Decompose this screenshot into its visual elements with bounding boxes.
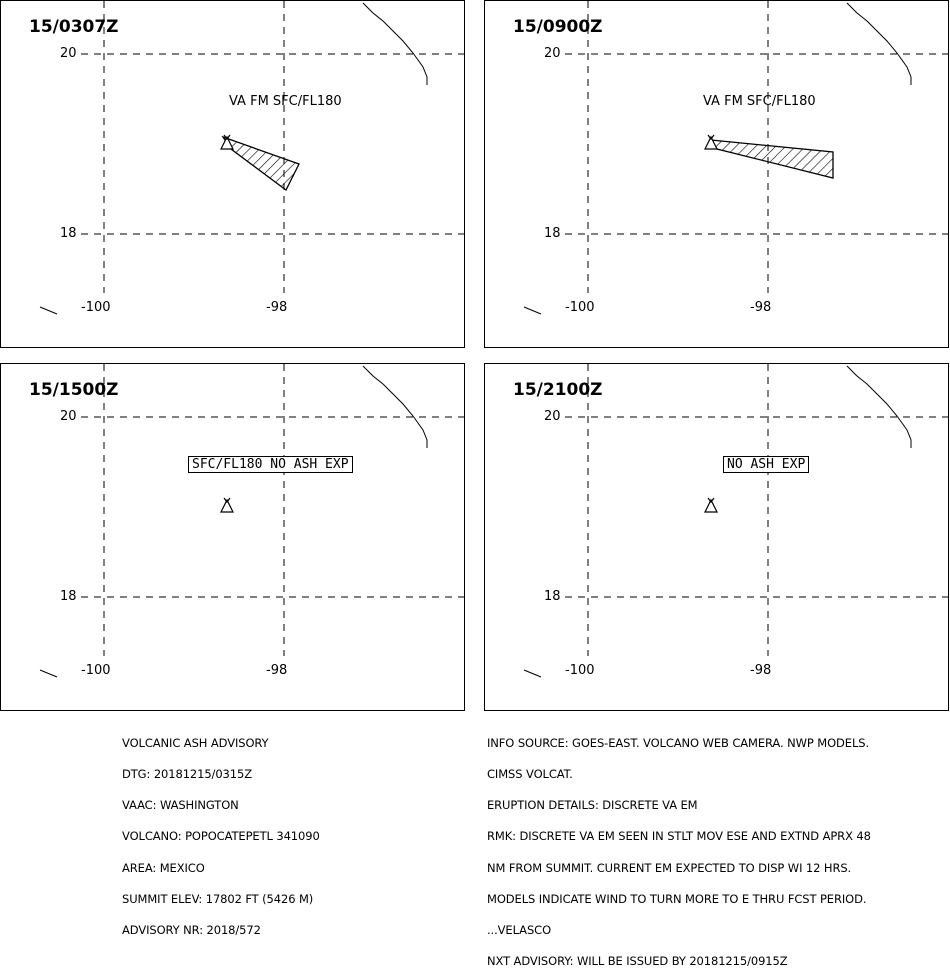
info-line: RMK: DISCRETE VA EM SEEN IN STLT MOV ESE AND EXTND APRX 48 <box>487 829 871 844</box>
advisory-line: AREA: MEXICO <box>122 860 205 875</box>
advisory-line: DTG: 20181215/0315Z <box>122 767 252 782</box>
coastline <box>363 3 427 85</box>
panel-time: 15/2100Z <box>513 380 603 400</box>
advisory-line: VOLCANO: POPOCATEPETL 341090 <box>122 829 320 844</box>
ash-altitude-label: VA FM SFC/FL180 <box>703 94 816 109</box>
advisory-line: VAAC: WASHINGTON <box>122 798 239 813</box>
info-line: NXT ADVISORY: WILL BE ISSUED BY 20181215/0915Z <box>487 954 788 969</box>
lon-label-100: -100 <box>565 300 595 315</box>
coastline-fragment <box>524 670 541 677</box>
info-line: INFO SOURCE: GOES-EAST. VOLCANO WEB CAMERA. NWP MODELS. <box>487 735 870 750</box>
panel-time: 15/0307Z <box>29 17 119 37</box>
advisory-line: SUMMIT ELEV: 17802 FT (5426 M) <box>122 891 314 906</box>
lat-label-18: 18 <box>60 589 77 604</box>
ash-altitude-label: VA FM SFC/FL180 <box>229 94 342 109</box>
info-line: CIMSS VOLCAT. <box>487 767 573 782</box>
volcano-icon <box>705 498 717 512</box>
map-panel-2 <box>484 0 949 348</box>
map-panel-4 <box>484 363 949 711</box>
coastline <box>363 366 427 448</box>
advisory-header <box>122 717 320 946</box>
lon-label-100: -100 <box>565 663 595 678</box>
info-line: ERUPTION DETAILS: DISCRETE VA EM <box>487 798 698 813</box>
lon-label-98: -98 <box>750 663 772 678</box>
volcano-icon <box>221 498 233 512</box>
lon-label-100: -100 <box>81 663 111 678</box>
map-panel-3 <box>0 363 465 711</box>
lat-label-18: 18 <box>544 226 561 241</box>
lat-label-20: 20 <box>544 46 561 61</box>
info-line: NM FROM SUMMIT. CURRENT EM EXPECTED TO DISP WI 12 HRS. <box>487 860 852 875</box>
advisory-line: ADVISORY NR: 2018/572 <box>122 923 261 938</box>
panel-time: 15/1500Z <box>29 380 119 400</box>
info-line: MODELS INDICATE WIND TO TURN MORE TO E THRU FCST PERIOD. <box>487 891 867 906</box>
lat-label-18: 18 <box>60 226 77 241</box>
lat-label-20: 20 <box>544 409 561 424</box>
coastline-fragment <box>40 670 57 677</box>
map-panel-1 <box>0 0 465 348</box>
coastline <box>847 366 911 448</box>
no-ash-label: NO ASH EXP <box>723 456 809 473</box>
coastline-fragment <box>40 307 57 314</box>
advisory-line: VOLCANIC ASH ADVISORY <box>122 735 269 750</box>
panel-time: 15/0900Z <box>513 17 603 37</box>
lat-label-20: 20 <box>60 46 77 61</box>
lon-label-100: -100 <box>81 300 111 315</box>
lon-label-98: -98 <box>266 300 288 315</box>
lat-label-20: 20 <box>60 409 77 424</box>
coastline <box>847 3 911 85</box>
coastline-fragment <box>524 307 541 314</box>
ash-cloud-polygon <box>711 140 833 178</box>
no-ash-label: SFC/FL180 NO ASH EXP <box>188 456 353 473</box>
info-line: ...VELASCO <box>487 923 552 938</box>
lat-label-18: 18 <box>544 589 561 604</box>
advisory-info <box>487 717 871 977</box>
lon-label-98: -98 <box>750 300 772 315</box>
ash-cloud-polygon <box>223 137 299 190</box>
lon-label-98: -98 <box>266 663 288 678</box>
